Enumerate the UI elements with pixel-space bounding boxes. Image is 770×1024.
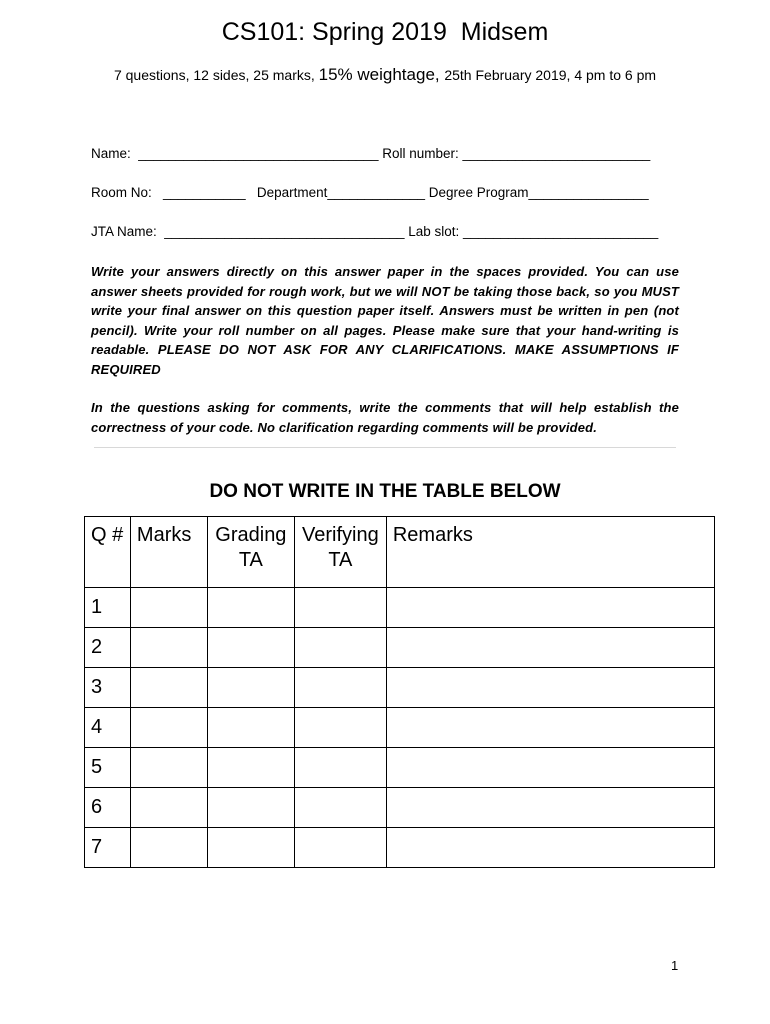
grading-table xyxy=(84,516,715,868)
grading-ta-cell xyxy=(207,828,294,868)
column-header-verifying-ta: Verifying TA xyxy=(294,517,386,588)
exam-weightage: 15% weightage, xyxy=(318,65,445,84)
instructions-paragraph: Write your answers directly on this answer paper in the spaces provided. You can use answer sheets provided for rough work, but we will NOT be taking those back, so you MUST write your final answer on this question paper itself. Answers must be written in pen (not pencil). Write your roll number on all pages. Please make sure that your hand-writing is readable. PLEASE DO NOT ASK FOR ANY CLARIFICATIONS. MAKE ASSUMPTIONS IF REQUIRED xyxy=(91,264,679,377)
remarks-cell xyxy=(386,668,714,708)
question-number-cell: 6 xyxy=(85,788,131,828)
table-heading: DO NOT WRITE IN THE TABLE BELOW xyxy=(209,481,561,502)
divider xyxy=(94,447,676,448)
table-row xyxy=(85,788,715,828)
question-number-cell: 5 xyxy=(85,748,131,788)
remarks-cell xyxy=(386,828,714,868)
remarks-cell xyxy=(386,588,714,628)
marks-cell xyxy=(130,828,207,868)
verifying-ta-cell xyxy=(294,708,386,748)
table-row xyxy=(85,748,715,788)
table-row xyxy=(85,668,715,708)
marks-cell xyxy=(130,588,207,628)
verifying-ta-cell xyxy=(294,668,386,708)
jta-labslot-field-line: JTA Name: ________________________________ Lab slot: __________________________ xyxy=(91,224,659,239)
column-header-qnum: Q # xyxy=(85,517,131,588)
table-row xyxy=(85,708,715,748)
grading-ta-cell xyxy=(207,788,294,828)
name-roll-field-line: Name: ________________________________ Roll number: _________________________ xyxy=(91,146,651,161)
marks-cell xyxy=(130,628,207,668)
question-number-cell: 3 xyxy=(85,668,131,708)
question-number-cell: 2 xyxy=(85,628,131,668)
verifying-ta-cell xyxy=(294,788,386,828)
exam-details-part1: 7 questions, 12 sides, 25 marks, xyxy=(113,67,319,83)
exam-details xyxy=(95,63,675,87)
table-row xyxy=(85,828,715,868)
grading-ta-cell xyxy=(207,628,294,668)
column-header-marks: Marks xyxy=(130,517,207,588)
page-number: 1 xyxy=(671,958,679,973)
remarks-cell xyxy=(386,708,714,748)
comments-instructions-paragraph: In the questions asking for comments, write the comments that will help establish the correctness of your code. No clarification regarding comments will be provided. xyxy=(91,400,679,435)
verifying-ta-cell xyxy=(294,628,386,668)
page-title: CS101: Spring 2019 Midsem xyxy=(221,18,549,46)
exam-datetime: 25th February 2019, 4 pm to 6 pm xyxy=(444,67,657,83)
question-number-cell: 7 xyxy=(85,828,131,868)
remarks-cell xyxy=(386,788,714,828)
marks-cell xyxy=(130,788,207,828)
remarks-cell xyxy=(386,748,714,788)
column-header-grading-ta: Grading TA xyxy=(207,517,294,588)
verifying-ta-cell xyxy=(294,828,386,868)
table-row xyxy=(85,628,715,668)
grading-ta-cell xyxy=(207,588,294,628)
table-header-row xyxy=(85,517,715,588)
table-row xyxy=(85,588,715,628)
room-department-field-line: Room No: ___________ Department_____________ Degree Program________________ xyxy=(91,185,649,200)
verifying-ta-cell xyxy=(294,588,386,628)
marks-cell xyxy=(130,668,207,708)
remarks-cell xyxy=(386,628,714,668)
marks-cell xyxy=(130,708,207,748)
grading-ta-cell xyxy=(207,748,294,788)
grading-ta-cell xyxy=(207,708,294,748)
question-number-cell: 4 xyxy=(85,708,131,748)
grading-ta-cell xyxy=(207,668,294,708)
column-header-remarks: Remarks xyxy=(386,517,714,588)
marks-cell xyxy=(130,748,207,788)
verifying-ta-cell xyxy=(294,748,386,788)
question-number-cell: 1 xyxy=(85,588,131,628)
